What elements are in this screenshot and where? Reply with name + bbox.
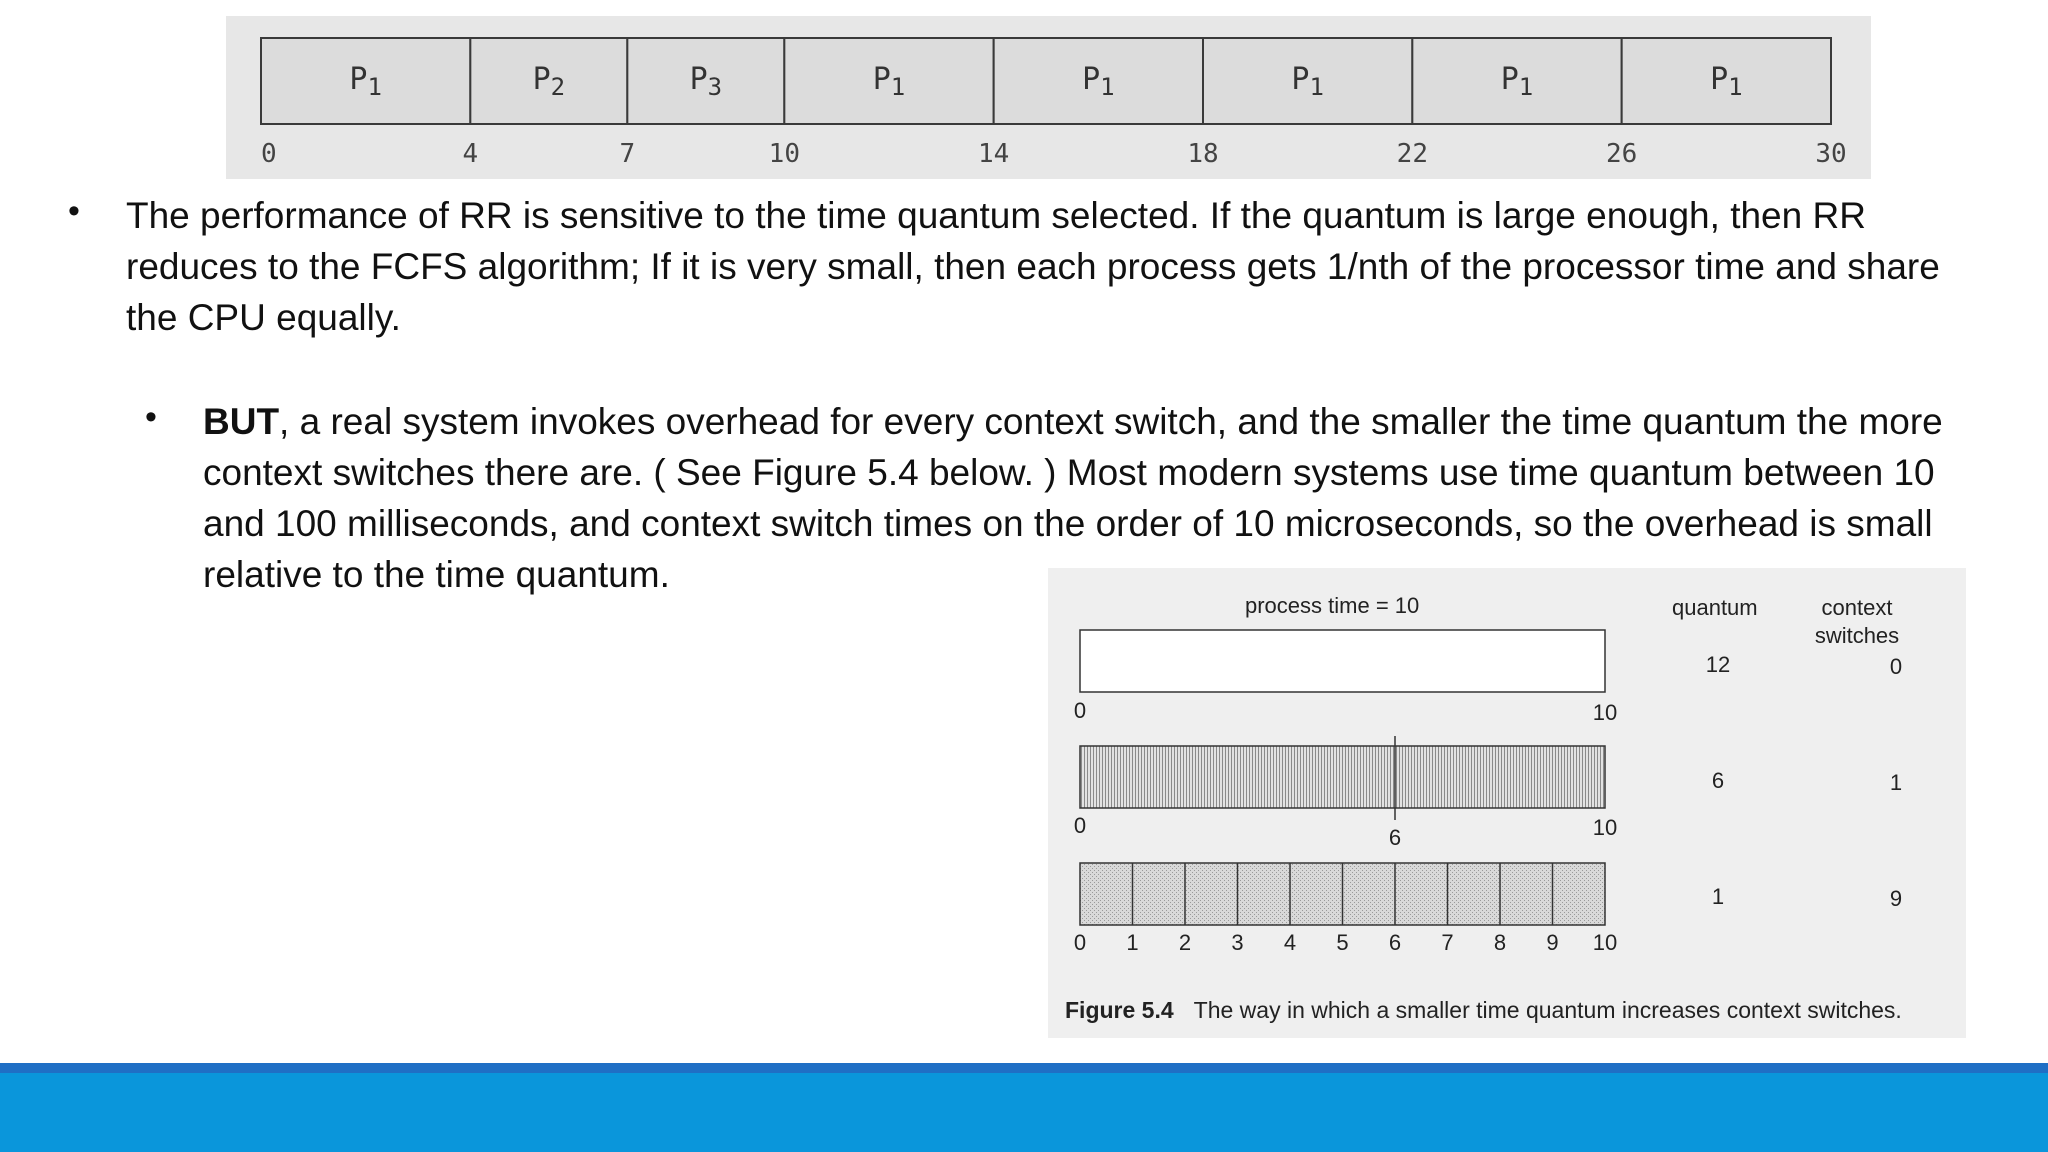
row2-tick: 0 [1073,813,1087,838]
gantt-block-label: $P_2$ [532,62,566,101]
gantt-tick-22: 22 [1396,139,1428,169]
gantt-block-label: $P_3$ [689,62,723,101]
row3-tick: 0 [1073,930,1087,955]
gantt-block-label: $P_1$ [1500,62,1534,101]
figure-caption-text: The way in which a smaller time quantum increases context switches. [1193,997,1902,1023]
row1-switches-value: 0 [1889,654,1903,679]
row3-tick: 6 [1388,930,1402,955]
gantt-tick-26: 26 [1606,139,1638,169]
gantt-tick-10: 10 [768,139,800,169]
row3-tick: 7 [1441,930,1454,955]
header-context-switches-line2: switches [1814,623,1900,648]
row3-tick: 10 [1592,930,1618,955]
bullet-rr-performance-text: The performance of RR is sensitive to the time quantum selected. If the quantum is large enough, then RR reduces to the FCFS algorithm; If it is very small, then each process gets 1/nth of the processor time and share the CPU equally. [126,195,1940,338]
bullet-rr-performance [126,190,1976,343]
figure-5-4-svg [1048,568,1966,1038]
figure-5-4 [1048,568,1966,1038]
row2-tick: 10 [1592,815,1618,840]
header-quantum: quantum [1672,595,1758,620]
row3-switches-value: 9 [1889,886,1903,911]
gantt-tick-30: 30 [1815,139,1847,169]
footer-bar [0,1073,2048,1152]
figure-caption [1065,997,1902,1023]
gantt-chart [226,16,1871,179]
row3-tick: 3 [1231,930,1244,955]
gantt-block-label: $P_1$ [1291,62,1324,101]
row3-tick: 4 [1283,930,1297,955]
process-time-label: process time = 10 [1245,593,1420,618]
row2-quantum-value: 6 [1711,768,1725,793]
row1-quantum-value: 12 [1705,652,1731,677]
bullet-context-switch-text: , a real system invokes overhead for every context switch, and the smaller the time quantum the more context switches there are. ( See Figure 5.4 below. ) Most modern systems use time quantum between 10 and 100 milliseconds, and context switch times on the order of 10 microseconds, so the overhead is small relative to the time quantum. [203,401,1943,595]
gantt-block-label: $P_1$ [1710,62,1743,101]
row3-quantum-value: 1 [1711,884,1725,909]
bullet-bold-lead: BUT [203,401,280,442]
row3-tick: 5 [1336,930,1349,955]
gantt-tick-7: 7 [619,139,636,169]
row3-tick: 2 [1178,930,1192,955]
figure-caption-label: Figure 5.4 [1065,997,1174,1023]
gantt-chart-svg [226,16,1871,179]
bullet-marker: • [68,192,80,230]
gantt-tick-4: 4 [462,139,479,169]
row2-switches-value: 1 [1889,770,1903,795]
row3-tick: 1 [1126,930,1139,955]
gantt-block-label: $P_1$ [872,62,906,101]
footer-accent-line [0,1063,2048,1073]
gantt-tick-18: 18 [1187,139,1219,169]
row3-tick: 8 [1493,930,1507,955]
row3-tick: 9 [1546,930,1559,955]
row-quantum-6-bar [1080,746,1605,808]
gantt-tick-14: 14 [978,139,1010,169]
row1-tick: 10 [1592,700,1618,725]
bullet-marker: • [145,398,157,436]
gantt-tick-0: 0 [261,139,277,169]
row1-tick: 0 [1073,698,1087,723]
row-quantum-12-bar [1080,630,1605,692]
row3-ticks [1074,930,1617,955]
row2-tick: 6 [1388,825,1402,850]
header-context-switches-line1: context [1821,595,1893,620]
gantt-block-label: $P_1$ [349,62,382,101]
gantt-block-label: $P_1$ [1082,62,1115,101]
